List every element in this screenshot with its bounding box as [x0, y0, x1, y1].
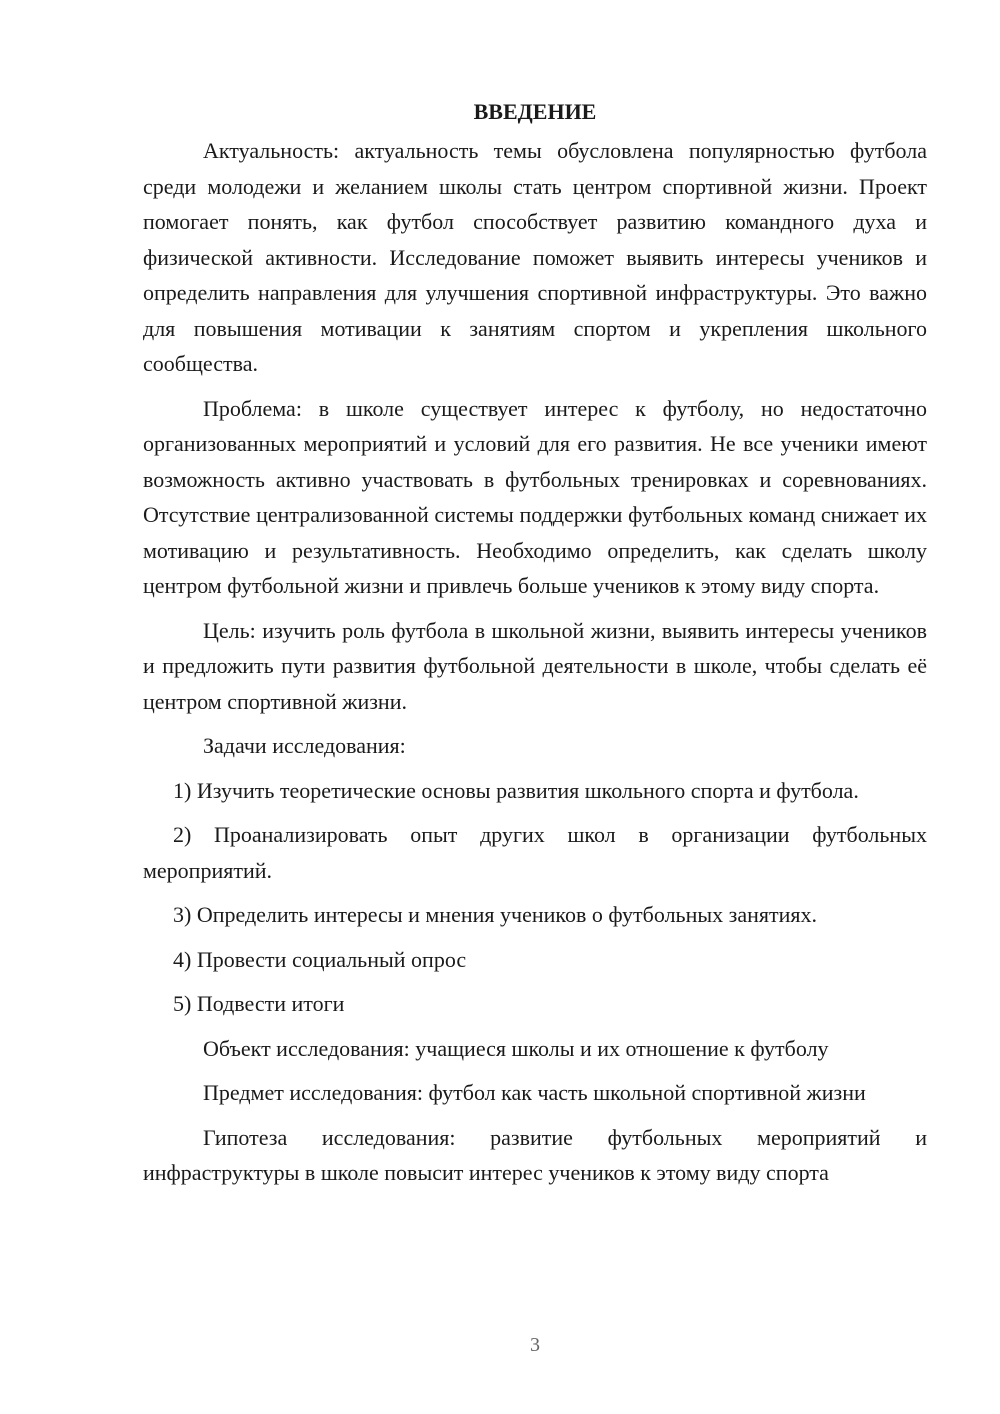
task-item-1: 1) Изучить теоретические основы развития школьного спорта и футбола.: [173, 777, 859, 803]
hypothesis-paragraph: Гипотеза исследования: развитие футбольных мероприятий и инфраструктуры в школе повысит интерес учеников к этому виду спорта: [143, 1124, 927, 1185]
task-item-2: 2) Проанализировать опыт других школ в организации футбольных мероприятий.: [143, 822, 927, 883]
goal-paragraph: Цель: изучить роль футбола в школьной жизни, выявить интересы учеников и предложить пути развития футбольной деятельности в школе, чтобы сделать её центром спортивной жизни.: [143, 617, 927, 714]
task-item-5: 5) Подвести итоги: [173, 991, 345, 1016]
page-number: 3: [530, 1334, 540, 1356]
task-item-3: 3) Определить интересы и мнения учеников о футбольных занятиях.: [173, 902, 817, 927]
subject-paragraph: Предмет исследования: футбол как часть школьной спортивной жизни: [203, 1080, 866, 1105]
page-content: [143, 94, 927, 1200]
relevance-paragraph: Актуальность: актуальность темы обусловлена популярностью футбола среди молодежи и желанием школы стать центром спортивной жизни. Проект помогает понять, как футбол способствует развитию командного духа и физической активности. Исследование поможет выявить интересы учеников и определить направления для улучшения спортивной инфраструктуры. Это важно для повышения мотивации к занятиям спортом и укрепления школьного сообщества.: [143, 138, 927, 376]
task-item-4: 4) Провести социальный опрос: [173, 946, 467, 972]
object-paragraph: Объект исследования: учащиеся школы и их отношение к футболу: [203, 1035, 829, 1061]
tasks-heading: Задачи исследования:: [203, 733, 406, 758]
problem-paragraph: Проблема: в школе существует интерес к футболу, но недостаточно организованных мероприятий и условий для его развития. Не все ученики имеют возможность активно участвовать в футбольных тренировках и соревнованиях. Отсутствие централизованной системы поддержки футбольных команд снижает их мотивацию и результативность. Необходимо определить, как сделать школу центром футбольной жизни и привлечь больше учеников к этому виду спорта.: [143, 395, 927, 598]
section-title: ВВЕДЕНИЕ: [473, 99, 597, 124]
